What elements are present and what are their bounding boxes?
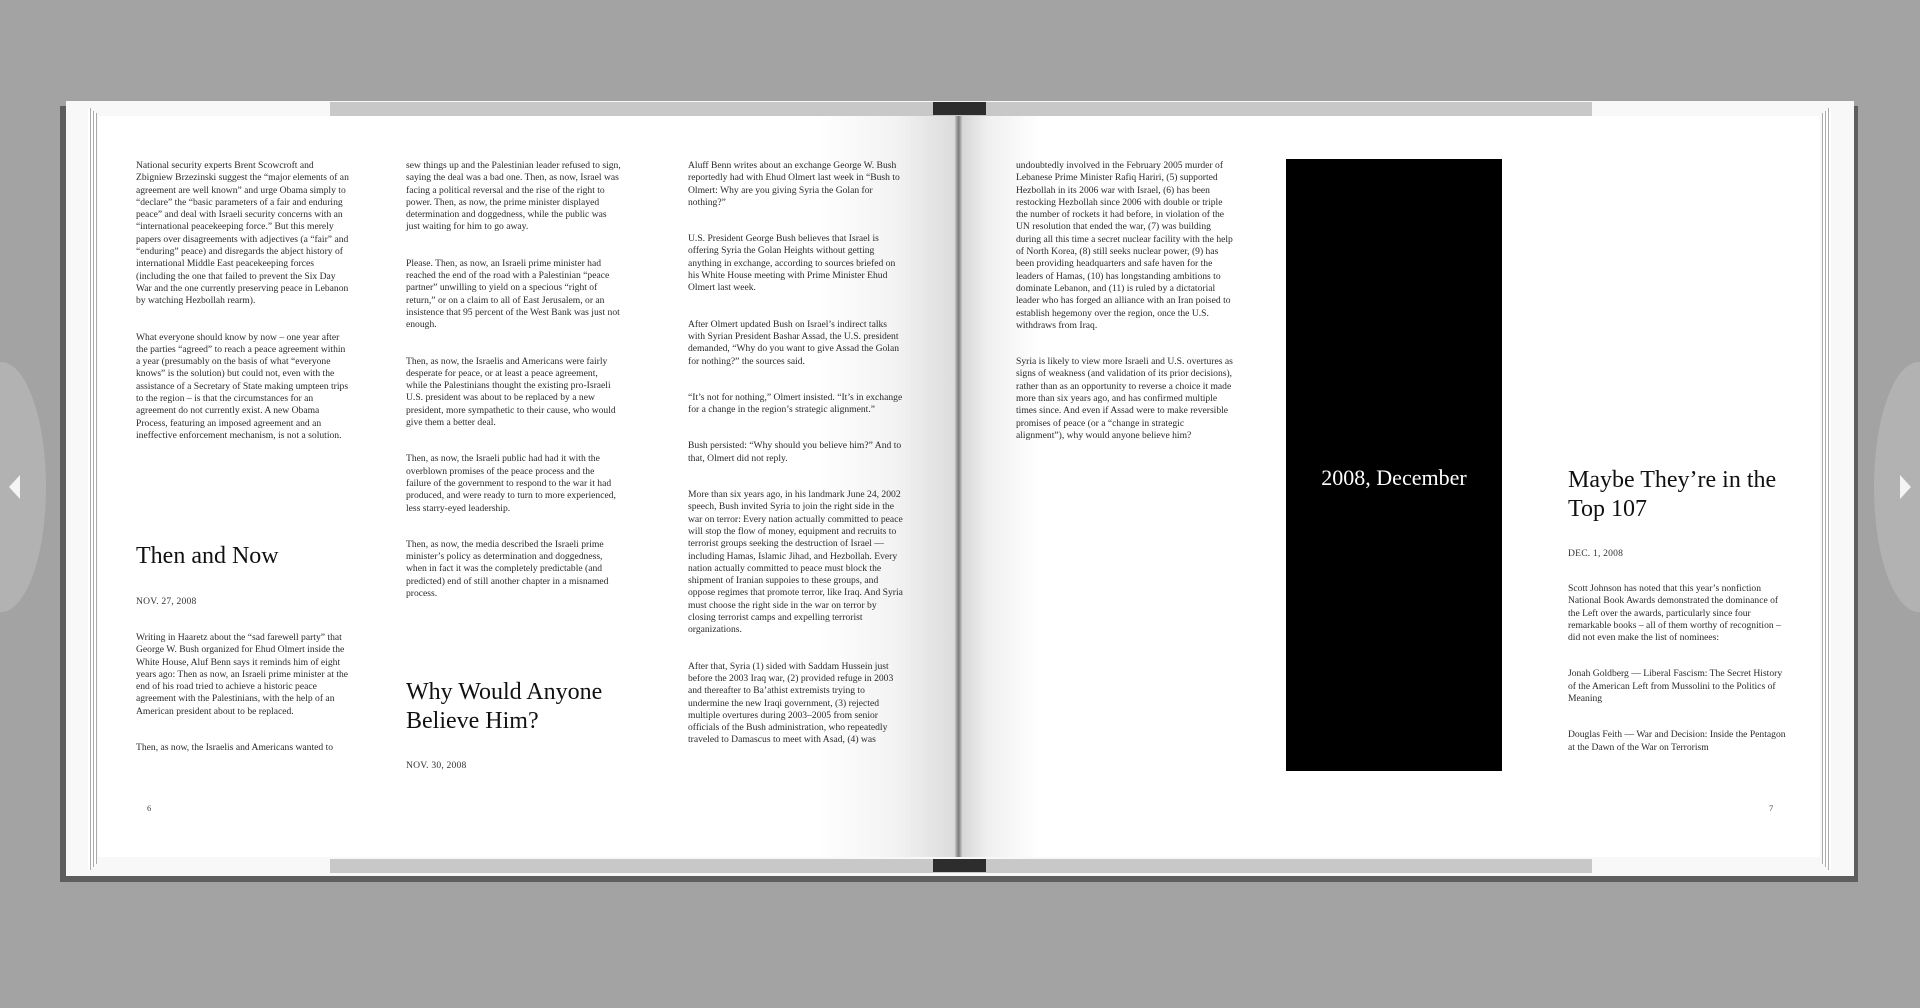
article-date: NOV. 27, 2008 xyxy=(136,596,197,607)
paragraph: National security experts Brent Scowcroft and Zbigniew Brzezinski suggest the “major elements of an agreement are well known” and urge Obama simply to “declare” the “basic parameters of a fair and enduring peace” and deal with Israeli security concerns with an “international peacekeeping force.” But this merely papers over disagreements with adjectives (a “fair” and “enduring” peace) and disregards the abject history of international Middle East peacekeeping forces (including the one that failed to prevent the Six Day War and the one currently preserving peace in Lebanon by watching Hezbollah rearm). xyxy=(136,160,349,307)
left-page-column-3 xyxy=(688,160,906,771)
paragraph: sew things up and the Palestinian leader refused to sign, saying the deal was a bad one. Then, as now, Israel was facing a political reversal and the rise of the right to power. Then, as now, the prime minister displayed determination and doggedness, while the public was just waiting for him to go away. xyxy=(406,160,621,233)
section-title: 2008, December xyxy=(1321,465,1467,490)
page-edge xyxy=(1828,108,1831,870)
paragraph: U.S. President George Bush believes that Israel is offering Syria the Golan Heights without getting anything in exchange, according to sources briefed on his White House meeting with Prime Minister Ehud Olmert last week. xyxy=(688,233,896,294)
paragraph: Douglas Feith — War and Decision: Inside the Pentagon at the Dawn of the War on Terrorism xyxy=(1568,729,1786,753)
article-title: Why Would Anyone Believe Him? xyxy=(406,679,603,734)
paragraph: Jonah Goldberg — Liberal Fascism: The Secret History of the American Left from Mussolini to the Politics of Meaning xyxy=(1568,668,1783,705)
paragraph: undoubtedly involved in the February 2005 murder of Lebanese Prime Minister Rafiq Hariri, (5) supported Hezbollah in its 2006 war with Israel, (6) has been restocking Hezbollah since 2006 with double or triple the number of rockets it had before, in violation of the UN resolution that ended the war, (7) was building during all this time a secret nuclear facility with the help of North Korea, (8) still seeks nuclear power, (9) has been providing headquarters and safe haven for the leaders of Hamas, (10) has longstanding ambitions to dominate Lebanon, and (11) is ruled by a dictatorial leader who has forged an alliance with an Iran poised to establish hegemony over the region, once the U.S. withdraws from Iraq. xyxy=(1016,160,1233,331)
paragraph: More than six years ago, in his landmark June 24, 2002 speech, Bush invited Syria to join the right side in the war on terror: Every nation actually committed to peace will stop the flow of money, equipment and recruits to terrorist groups seeking the destruction of Israel — including Hamas, Islamic Jihad, and Hezbollah. Every nation actually committed to peace must block the shipment of Iranian suppoies to these groups, and oppose regimes that promote terror, like Iraq. And Syria must choose the right side in the war on terror by closing terrorist camps and expelling terrorist organizations. xyxy=(688,489,903,636)
paragraph: Please. Then, as now, an Israeli prime minister had reached the end of the road with a Palestinian “peace partner” unwilling to yield on a specious “right of return,” or on a claim to all of East Jerusalem, or an insistence that 95 percent of the West Bank was just not enough. xyxy=(406,257,620,331)
article-date: NOV. 30, 2008 xyxy=(406,760,467,771)
paragraph: After that, Syria (1) sided with Saddam Hussein just before the 2003 Iraq war, (2) provided refuge in 2003 and thereafter to Ba’athist extremists trying to undermine the new Iraqi government, (3) rejected multiple overtures during 2003–2005 from senior officials of the Bush administration, who repeatedly traveled to Damascus to meet with Asad, (4) was xyxy=(688,660,894,746)
paragraph: Then, as now, the media described the Israeli prime minister’s policy as determination and doggedness, when in fact it was the completely predictable (and predicted) end of still another chapter in a misnamed process. xyxy=(406,538,609,600)
paragraph: Scott Johnson has noted that this year’s nonfiction National Book Awards demonstrated the dominance of the Left over the awards, particularly since four remarkable books – all of them worthy of recognition – did not even make the list of nominees: xyxy=(1568,583,1781,644)
right-page-column-1 xyxy=(1016,160,1234,466)
right-page-column-3 xyxy=(1568,583,1786,778)
page-number: 7 xyxy=(1769,803,1774,813)
paragraph: Syria is likely to view more Israeli and U.S. overtures as signs of weakness (and validation of its prior decisions), rather than as an opportunity to reverse a choice it made more than six years ago, and has confirmed multiple times since. And even if Assad were to make reversible promises of peace (or a “change in strategic alignment”), why would anyone believe him? xyxy=(1016,356,1233,441)
paragraph: Then, as now, the Israelis and Americans were fairly desperate for peace, or at least a peace agreement, while the Palestinians thought the existing pro-Israeli U.S. president was about to be replaced by a new president, more sympathetic to their cause, who would give them a better deal. xyxy=(406,355,616,429)
paragraph: Writing in Haaretz about the “sad farewell party” that George W. Bush organized for Ehud Olmert inside the White House, Aluf Benn says it reminds him of eight years ago: Then as now, an Israeli prime minister at the end of his road tried to achieve a historic peace agreement with the Palestinians, with the help of an American president about to be replaced. xyxy=(136,632,349,717)
article-title: Maybe They’re in the Top 107 xyxy=(1568,467,1777,522)
article-header xyxy=(406,678,636,736)
article-header xyxy=(136,542,366,571)
paragraph: What everyone should know by now – one year after the parties “agreed” to reach a peace agreement within a year (presumably on the basis of what “everyone knows” is the solution) but could not, even with the assistance of a Secretary of State making umpteen trips to the region – is that the circumstances for an agreement do not currently exist. A new Obama Process, featuring an imposed agreement and an ineffective enforcement mechanism, is not a solution. xyxy=(136,331,349,441)
page-edge xyxy=(94,113,97,864)
paragraph: Then, as now, the Israeli public had had it with the overblown promises of the peace process and the failure of the government to respond to the war it had produced, and were ready to turn to more experienced, less starry-eyed leadership. xyxy=(406,453,616,514)
spine-hinge-bottom xyxy=(933,859,986,872)
paragraph: Bush persisted: “Why should you believe him?” And to that, Olmert did not reply. xyxy=(688,440,902,464)
spine-hinge-top xyxy=(933,102,986,115)
paragraph: Then, as now, the Israelis and Americans wanted to xyxy=(136,742,334,754)
left-page-column-1 xyxy=(136,160,351,466)
book-gutter xyxy=(955,116,962,857)
article-date: DEC. 1, 2008 xyxy=(1568,548,1624,559)
paragraph: After Olmert updated Bush on Israel’s indirect talks with Syrian President Bashar Assad, the U.S. president demanded, “Why do you want to give Assad the Golan for nothing?” the sources said. xyxy=(688,318,900,367)
article-header xyxy=(1568,466,1798,524)
article-title: Then and Now xyxy=(136,543,279,569)
left-page-column-1-continued xyxy=(136,632,351,778)
paragraph: “It’s not for nothing,” Olmert insisted. “It’s in exchange for a change in the region’s strategic alignment.” xyxy=(688,391,903,416)
section-divider-panel xyxy=(1286,159,1502,771)
paragraph: Aluff Benn writes about an exchange George W. Bush reportedly had with Ehud Olmert last week in “Bush to Olmert: Why are you giving Syria the Golan for nothing?” xyxy=(688,160,900,208)
page-number: 6 xyxy=(147,803,152,813)
left-page-column-2 xyxy=(406,160,621,624)
